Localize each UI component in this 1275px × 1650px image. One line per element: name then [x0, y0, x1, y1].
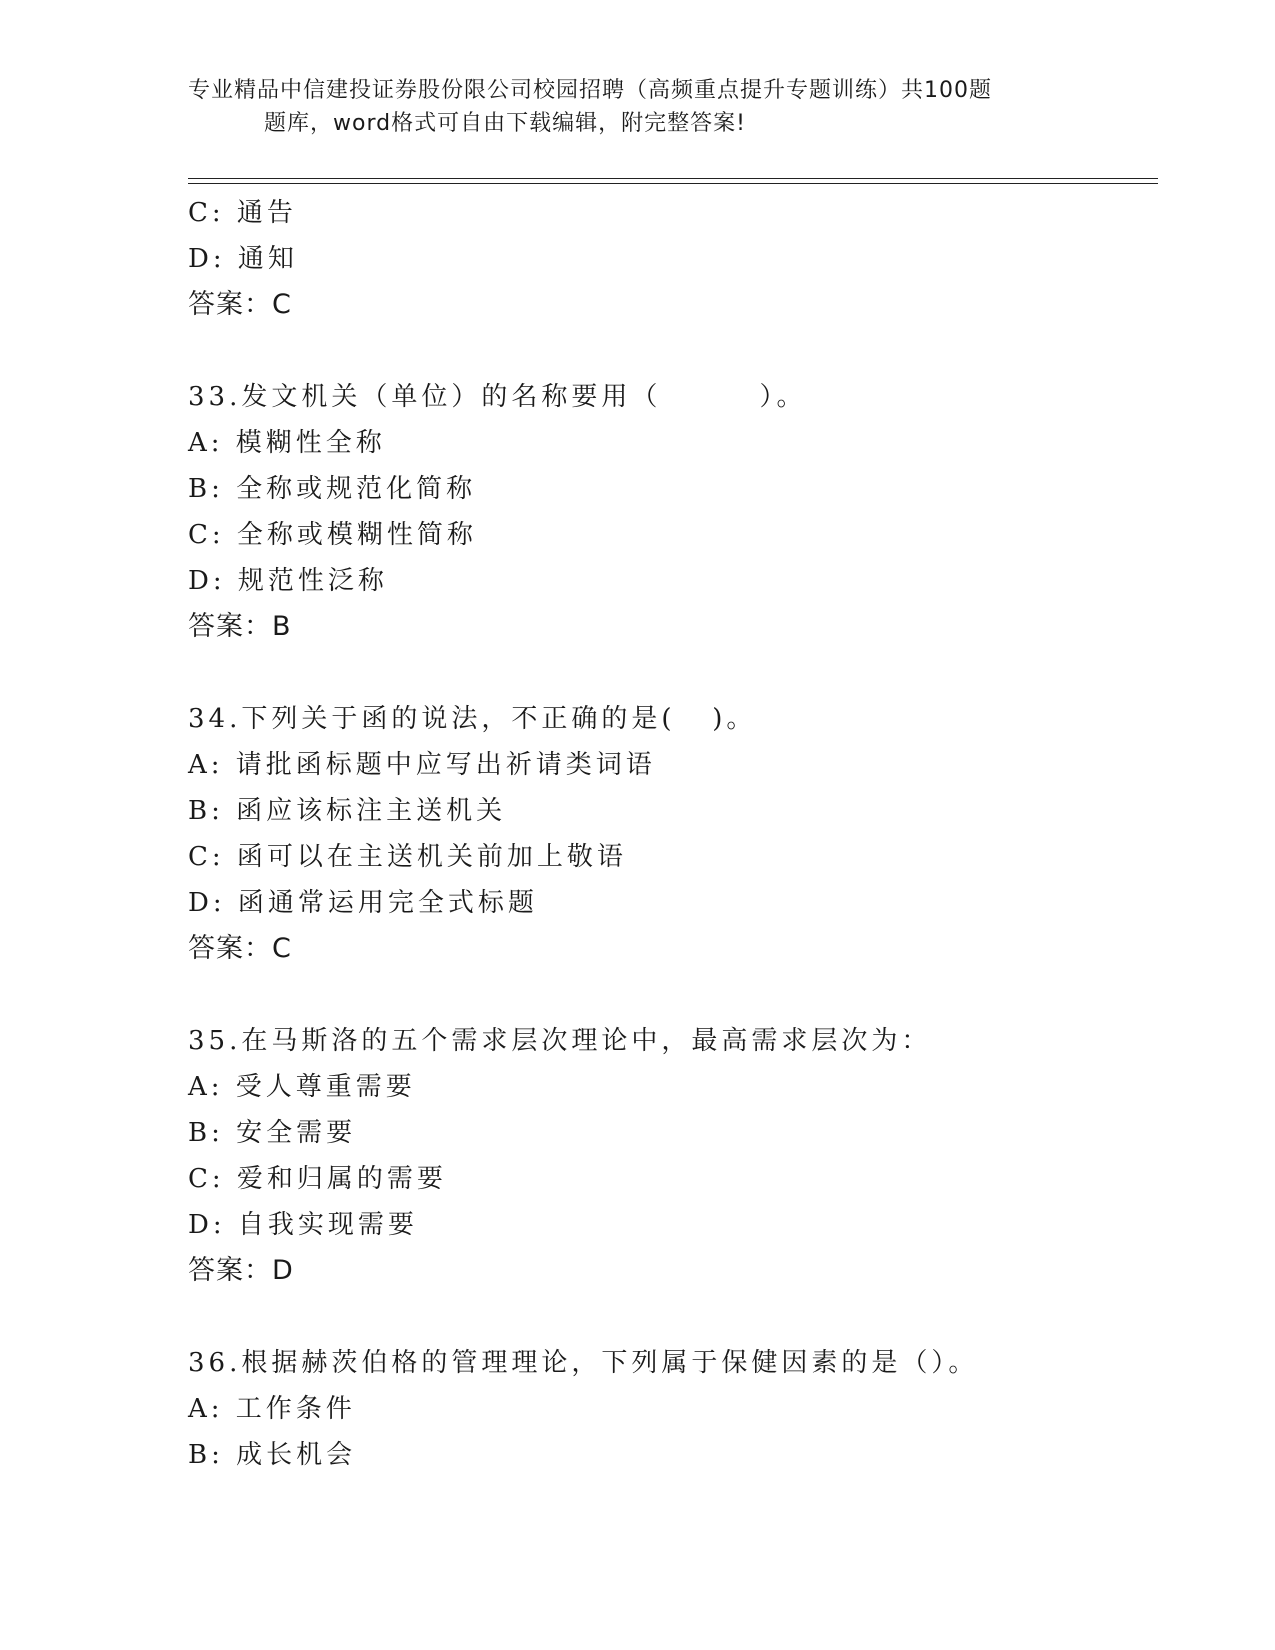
question-stem: 33.发文机关（单位）的名称要用（ ）。 [188, 382, 807, 412]
option-c: C: 通告 [188, 198, 297, 228]
option-d: D: 规范性泛称 [188, 566, 388, 596]
question-stem: 34.下列关于函的说法，不正确的是( )。 [188, 704, 757, 734]
option-b: B: 函应该标注主送机关 [188, 796, 507, 826]
option-c: C: 爱和归属的需要 [188, 1164, 447, 1194]
option-d: D: 函通常运用完全式标题 [188, 888, 538, 918]
answer-line: 答案：D [188, 1255, 294, 1286]
option-a: A: 工作条件 [188, 1394, 356, 1424]
question-stem: 35.在马斯洛的五个需求层次理论中，最高需求层次为： [188, 1026, 932, 1056]
option-a: A: 模糊性全称 [188, 428, 386, 458]
option-c: C: 全称或模糊性简称 [188, 520, 477, 550]
answer-line: 答案：B [188, 611, 292, 642]
header-title-line-2: 题库，word格式可自由下载编辑，附完整答案! [264, 111, 746, 136]
option-b: B: 成长机会 [188, 1440, 357, 1470]
question-32-continuation [188, 190, 1188, 328]
header-rule-top [188, 178, 1158, 179]
document-body [188, 190, 1188, 1478]
option-d: D: 自我实现需要 [188, 1210, 418, 1240]
option-b: B: 全称或规范化简称 [188, 474, 477, 504]
option-c: C: 函可以在主送机关前加上敬语 [188, 842, 627, 872]
question-33 [188, 374, 1188, 650]
question-34 [188, 696, 1188, 972]
header-title-line-1: 专业精品中信建投证券股份限公司校园招聘（高频重点提升专题训练）共100题 [188, 78, 992, 103]
header-rule-bottom [188, 183, 1158, 184]
question-36 [188, 1340, 1188, 1478]
answer-line: 答案：C [188, 933, 292, 964]
document-header [188, 74, 1088, 140]
option-a: A: 请批函标题中应写出祈请类词语 [188, 750, 656, 780]
option-a: A: 受人尊重需要 [188, 1072, 416, 1102]
question-35 [188, 1018, 1188, 1294]
option-d: D: 通知 [188, 244, 298, 274]
answer-line: 答案：C [188, 289, 292, 320]
question-stem: 36.根据赫茨伯格的管理理论，下列属于保健因素的是（）。 [188, 1348, 979, 1378]
option-b: B: 安全需要 [188, 1118, 357, 1148]
